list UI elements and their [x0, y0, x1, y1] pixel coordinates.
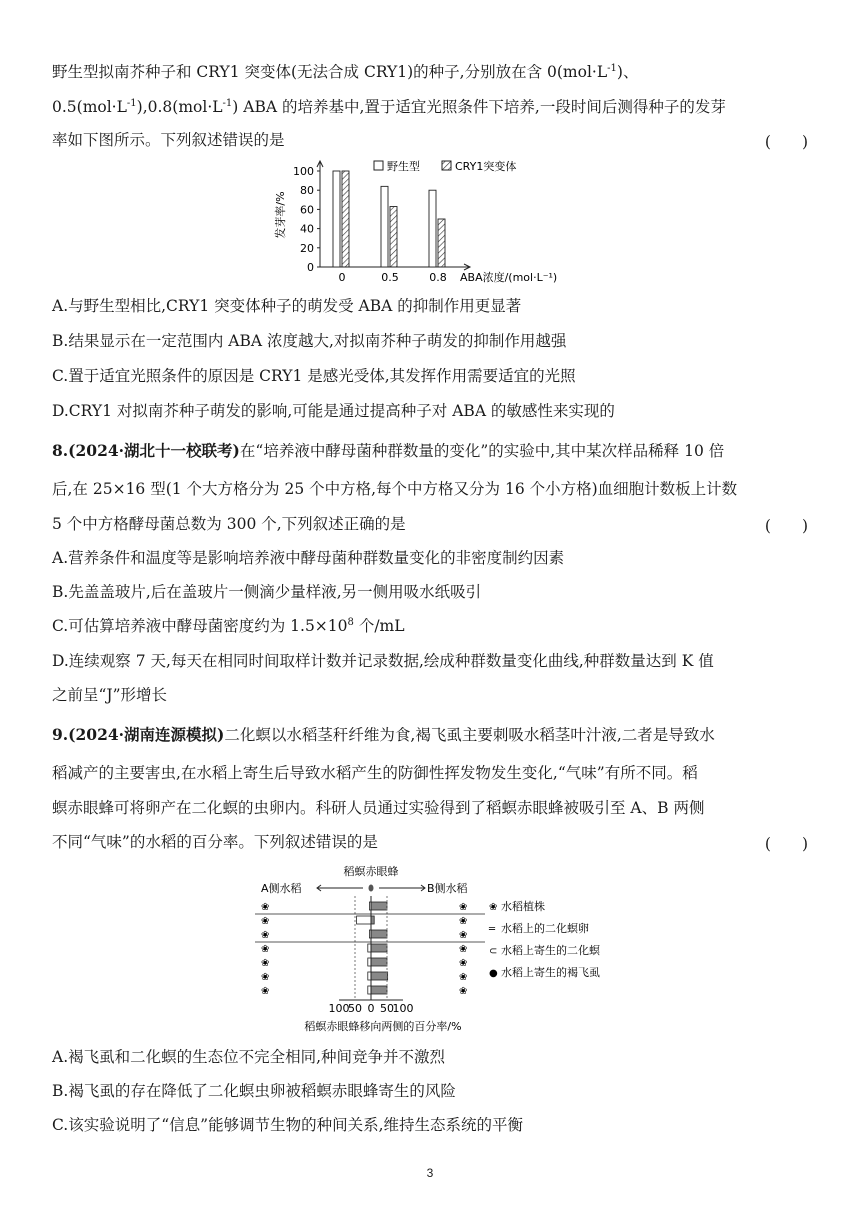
b-side-treatment-icons: ❀: [459, 986, 468, 997]
wasp-icon: [369, 885, 374, 892]
chart1-y-tick-label: 0: [307, 261, 314, 274]
legend-label: 水稻上的二化螟卵: [501, 922, 589, 935]
q8-option-d-line-1: D.连续观察 7 天,每天在相同时间取样计数并记录数据,绘成种群数量变化曲线,种群数量达到 K 值: [52, 652, 714, 670]
q8-option-d-line-2: 之前呈“J”形增长: [52, 686, 168, 704]
chart2-header: [261, 864, 468, 895]
b-side-bar: [371, 944, 387, 952]
wild-type-bar: [333, 171, 340, 267]
b-side-treatment-icons: ❀: [459, 916, 468, 927]
cry1-mutant-bar: [342, 171, 349, 267]
q8-source-label: 8.(2024·湖北十一校联考): [52, 441, 240, 460]
legend-symbol-icon: ═: [489, 924, 496, 935]
legend-label: 水稻上寄生的褐飞虱: [501, 966, 600, 979]
legend-symbol-icon: ●: [489, 968, 498, 979]
legend-label: 水稻上寄生的二化螟: [501, 944, 600, 957]
chart1-bars: [333, 171, 445, 267]
q9-option-a: A.褐飞虱和二化螟的生态位不完全相同,种间竞争并不激烈: [52, 1048, 446, 1066]
a-side-treatment-icons: ❀: [261, 972, 270, 983]
a-side-treatment-icons: ❀: [261, 944, 270, 955]
q7-option-b: B.结果显示在一定范围内 ABA 浓度越大,对拟南芥种子萌发的抑制作用越强: [52, 332, 567, 350]
chart2-right-label: B侧水稻: [427, 882, 468, 895]
b-side-bar: [371, 930, 387, 938]
chart1-x-tick-label: 0: [338, 271, 346, 284]
q8-stem-line-3: 5 个中方格酵母菌总数为 300 个,下列叙述正确的是: [52, 515, 406, 533]
q9-option-b: B.褐飞虱的存在降低了二化螟虫卵被稻螟赤眼蜂寄生的风险: [52, 1082, 456, 1100]
legend-wild-type-swatch: [374, 161, 383, 170]
q7-option-c: C.置于适宜光照条件的原因是 CRY1 是感光受体,其发挥作用需要适宜的光照: [52, 367, 576, 385]
q7-stem-line-1: 野生型拟南芥种子和 CRY1 突变体(无法合成 CRY1)的种子,分别放在含 $0(mol\cdot L^{-1})$、: [52, 62, 639, 81]
b-side-bar: [371, 972, 388, 980]
q9-option-c: C.该实验说明了“信息”能够调节生物的种间关系,维持生态系统的平衡: [52, 1116, 524, 1134]
b-side-bar: [371, 902, 387, 910]
chart2-x-tick-label: 100: [392, 1002, 414, 1015]
q9-source-label: 9.(2024·湖南连源模拟): [52, 725, 225, 744]
wasp-attraction-chart: [255, 862, 625, 1032]
cry1-mutant-bar: [438, 219, 445, 267]
legend-symbol-icon: ❀: [489, 902, 498, 913]
legend-mutant-label: CRY1突变体: [455, 160, 517, 173]
a-side-treatment-icons: ❀: [261, 916, 270, 927]
a-side-treatment-icons: ❀: [261, 902, 270, 913]
b-side-treatment-icons: ❀: [459, 944, 468, 955]
q9-answer-bracket: ( ): [764, 835, 808, 853]
q7-answer-bracket: ( ): [764, 133, 808, 151]
q8-option-c: C.可估算培养液中酵母菌密度约为 $1.5\times 10^8$ 个/mL: [52, 616, 405, 635]
q8-option-b: B.先盖盖玻片,后在盖玻片一侧滴少量样液,另一侧用吸水纸吸引: [52, 583, 482, 601]
chart2-title: 稻螟赤眼蜂: [343, 865, 399, 878]
q9-stem-line-4: 不同“气味”的水稻的百分率。下列叙述错误的是: [52, 833, 378, 851]
germination-bar-chart: [270, 155, 600, 290]
chart1-labels: [273, 159, 557, 284]
legend-symbol-icon: ⊂: [489, 946, 498, 957]
b-side-treatment-icons: ❀: [459, 972, 468, 983]
q7-stem-line-2: $0.5(mol\cdot L^{-1}),0.8(mol\cdot L^{-1})$ ABA 的培养基中,置于适宜光照条件下培养,一段时间后测得种子的发芽: [52, 97, 726, 116]
b-side-treatment-icons: ❀: [459, 958, 468, 969]
a-side-treatment-icons: ❀: [261, 986, 270, 997]
q8-stem-line-2: 后,在 25×16 型(1 个大方格分为 25 个中方格,每个中方格又分为 16 个小方格)血细胞计数板上计数: [52, 480, 738, 498]
q7-option-d: D.CRY1 对拟南芥种子萌发的影响,可能是通过提高种子对 ABA 的敏感性来实现的: [52, 402, 615, 420]
legend-mutant-swatch: [442, 161, 451, 170]
chart2-left-label: A侧水稻: [261, 882, 302, 895]
chart1-x-tick-label: 0.8: [429, 271, 447, 284]
wild-type-bar: [429, 190, 436, 267]
b-side-treatment-icons: ❀: [459, 930, 468, 941]
q7-option-a: A.与野生型相比,CRY1 突变体种子的萌发受 ABA 的抑制作用更显著: [52, 297, 522, 315]
chart1-y-tick-label: 60: [300, 203, 314, 217]
chart1-x-tick-label: 0.5: [381, 271, 399, 284]
a-side-bar: [357, 916, 371, 924]
chart2-x-tick-label: 0: [367, 1002, 375, 1015]
q9-stem-line-2: 稻减产的主要害虫,在水稻上寄生后导致水稻产生的防御性挥发物发生变化,“气味”有所不同。稻: [52, 764, 698, 782]
chart1-y-label: 发芽率/%: [274, 191, 287, 239]
legend-label: 水稻植株: [501, 900, 545, 913]
chart1-x-label: ABA浓度/(mol·L⁻¹): [460, 271, 558, 284]
q9-stem-line-3: 螟赤眼蜂可将卵产在二化螟的虫卵内。科研人员通过实验得到了稻螟赤眼蜂被吸引至 A、B 两侧: [52, 799, 705, 817]
chart2-rows: [261, 902, 467, 997]
chart2-x-tick-label: 100: [328, 1002, 350, 1015]
q9-stem-line-1: 9.(2024·湖南连源模拟)二化螟以水稻茎秆纤维为食,褐飞虱主要刺吸水稻茎叶汁液,二者是导致水: [52, 725, 715, 744]
b-side-bar: [371, 986, 387, 994]
chart1-y-tick-label: 40: [300, 222, 314, 236]
b-side-treatment-icons: ❀: [459, 902, 468, 913]
page-number: 3: [426, 1166, 434, 1180]
q8-answer-bracket: ( ): [764, 517, 808, 535]
cry1-mutant-bar: [390, 207, 397, 267]
chart1-y-tick-label: 100: [293, 165, 314, 178]
chart2-x-label: 稻螟赤眼蜂移向两侧的百分率/%: [304, 1020, 462, 1032]
chart1-y-tick-label: 80: [300, 184, 314, 198]
q8-option-a: A.营养条件和温度等是影响培养液中酵母菌种群数量变化的非密度制约因素: [52, 549, 565, 567]
wild-type-bar: [381, 186, 388, 267]
a-side-treatment-icons: ❀: [261, 958, 270, 969]
q8-stem-line-1: 8.(2024·湖北十一校联考)在“培养液中酵母菌种群数量的变化”的实验中,其中某次样品稀释 10 倍: [52, 441, 725, 460]
chart2-legend: [488, 899, 601, 979]
chart1-y-tick-label: 20: [300, 241, 314, 255]
legend-wild-type-label: 野生型: [387, 160, 420, 173]
a-side-treatment-icons: ❀: [261, 930, 270, 941]
q7-stem-line-3: 率如下图所示。下列叙述错误的是: [52, 131, 285, 149]
b-side-bar: [371, 958, 387, 966]
chart2-x-tick-label: 50: [380, 1002, 394, 1015]
chart2-x-tick-label: 50: [348, 1002, 362, 1015]
